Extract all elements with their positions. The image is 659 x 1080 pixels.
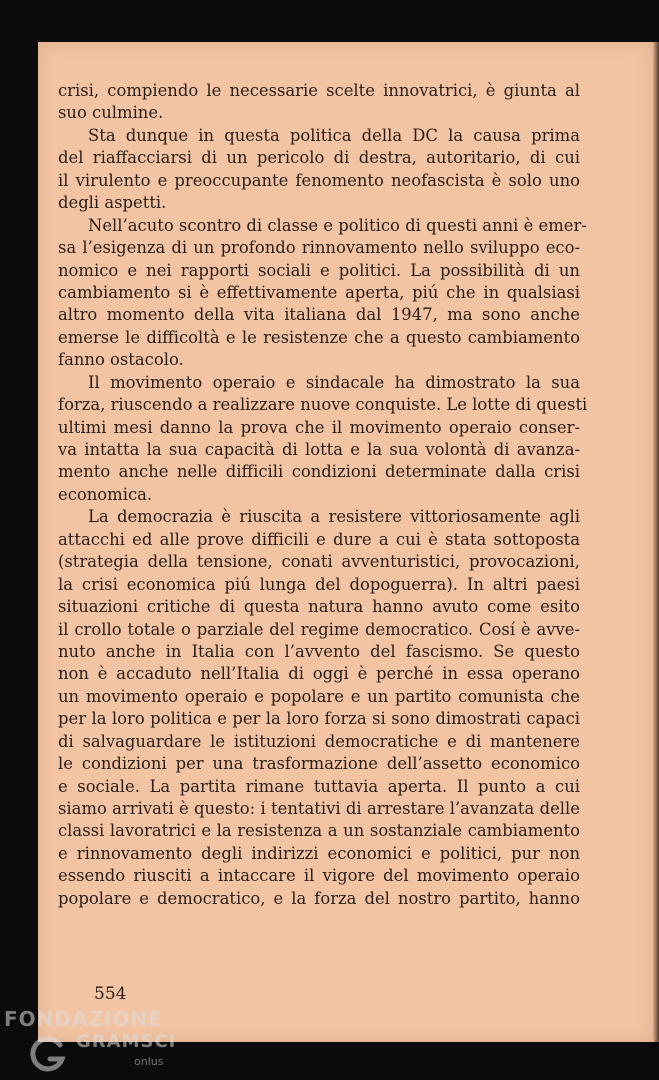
- watermark-logo: [4, 1007, 204, 1077]
- text-line: va intatta la sua capacità di lotta e la sua volontà di avanza-: [58, 440, 580, 459]
- text-line: cambiamento si è effettivamente aperta, piú che in qualsiasi: [58, 282, 580, 302]
- text-line: attacchi ed alle prove difficili e dure a cui è stata sottoposta: [58, 529, 580, 549]
- text-line: sa l’esigenza di un profondo rinnovamento nello sviluppo eco-: [58, 238, 580, 258]
- text-line: e sociale. La partita rimane tuttavia aperta. Il punto a cui: [58, 776, 580, 796]
- text-line: un movimento operaio e popolare e un partito comunista che: [58, 686, 580, 706]
- text-line: emerse le difficoltà e le resistenze che a questo cambiamento: [58, 327, 580, 347]
- paragraph: [58, 125, 580, 215]
- page-number: 554: [94, 984, 127, 1004]
- page-edge: [653, 42, 659, 1042]
- watermark-text-fondazione: FONDAZIONE: [4, 1007, 163, 1031]
- text-line: altro momento della vita italiana dal 1947, ma sono anche: [58, 305, 580, 325]
- text-line: Il movimento operaio e sindacale ha dimostrato la sua: [88, 372, 580, 392]
- text-line: e rinnovamento degli indirizzi economici e politici, pur non: [58, 843, 580, 863]
- text-line: il crollo totale o parziale del regime democratico. Cosí è avve-: [58, 619, 580, 639]
- text-line: La democrazia è riuscita a resistere vittoriosamente agli: [88, 507, 580, 527]
- text-line: forza, riuscendo a realizzare nuove conquiste. Le lotte di questi: [58, 395, 588, 415]
- text-line: la crisi economica piú lunga del dopoguerra). In altri paesi: [58, 574, 580, 594]
- text-line: degli aspetti.: [58, 193, 167, 213]
- text-line: siamo arrivati è questo: i tentativi di arrestare l’avanzata delle: [58, 799, 580, 818]
- text-line: il virulento e preoccupante fenomento neofascista è solo uno: [58, 170, 580, 190]
- watermark-text-onlus: onlus: [134, 1055, 164, 1068]
- text-line: di salvaguardare le istituzioni democratiche e di mantenere: [58, 731, 580, 751]
- text-line: (strategia della tensione, conati avventuristici, provocazioni,: [58, 552, 580, 572]
- text-line: non è accaduto nell’Italia di oggi è perché in essa operano: [58, 664, 580, 684]
- text-line: Sta dunque in questa politica della DC la causa prima: [88, 125, 580, 145]
- text-line: nuto anche in Italia con l’avvento del fascismo. Se questo: [58, 641, 580, 661]
- text-line: classi lavoratrici e la resistenza a un sostanziale cambiamento: [58, 821, 580, 841]
- text-line: economica.: [58, 484, 153, 504]
- body-text: [58, 80, 588, 910]
- text-line: popolare e democratico, e la forza del nostro partito, hanno: [58, 888, 580, 908]
- paragraph: [58, 80, 580, 125]
- text-line: crisi, compiendo le necessarie scelte innovatrici, è giunta al: [58, 81, 580, 100]
- paragraph: [58, 372, 588, 507]
- text-line: nomico e nei rapporti sociali e politici. La possibilità di un: [58, 260, 580, 280]
- text-line: per la loro politica e per la loro forza si sono dimostrati capaci: [58, 709, 580, 729]
- paragraph: [58, 506, 580, 910]
- text-line: le condizioni per una trasformazione dell’assetto economico: [58, 754, 580, 774]
- text-line: fanno ostacolo.: [58, 350, 184, 370]
- text-line: essendo riusciti a intaccare il vigore del movimento operaio: [58, 866, 580, 886]
- text-line: ultimi mesi danno la prova che il movimento operaio conser-: [58, 417, 580, 437]
- watermark-text-gramsci: GRAMSCI: [76, 1031, 177, 1052]
- text-line: mento anche nelle difficili condizioni determinate dalla crisi: [58, 462, 580, 482]
- paragraph: [58, 215, 587, 372]
- text-line: Nell’acuto scontro di classe e politico di questi anni è emer-: [88, 215, 587, 235]
- gramsci-logo-icon: [28, 1033, 68, 1073]
- text-line: del riaffacciarsi di un pericolo di destra, autoritario, di cui: [58, 148, 580, 168]
- text-line: suo culmine.: [58, 103, 164, 123]
- text-line: situazioni critiche di questa natura hanno avuto come esito: [58, 597, 580, 617]
